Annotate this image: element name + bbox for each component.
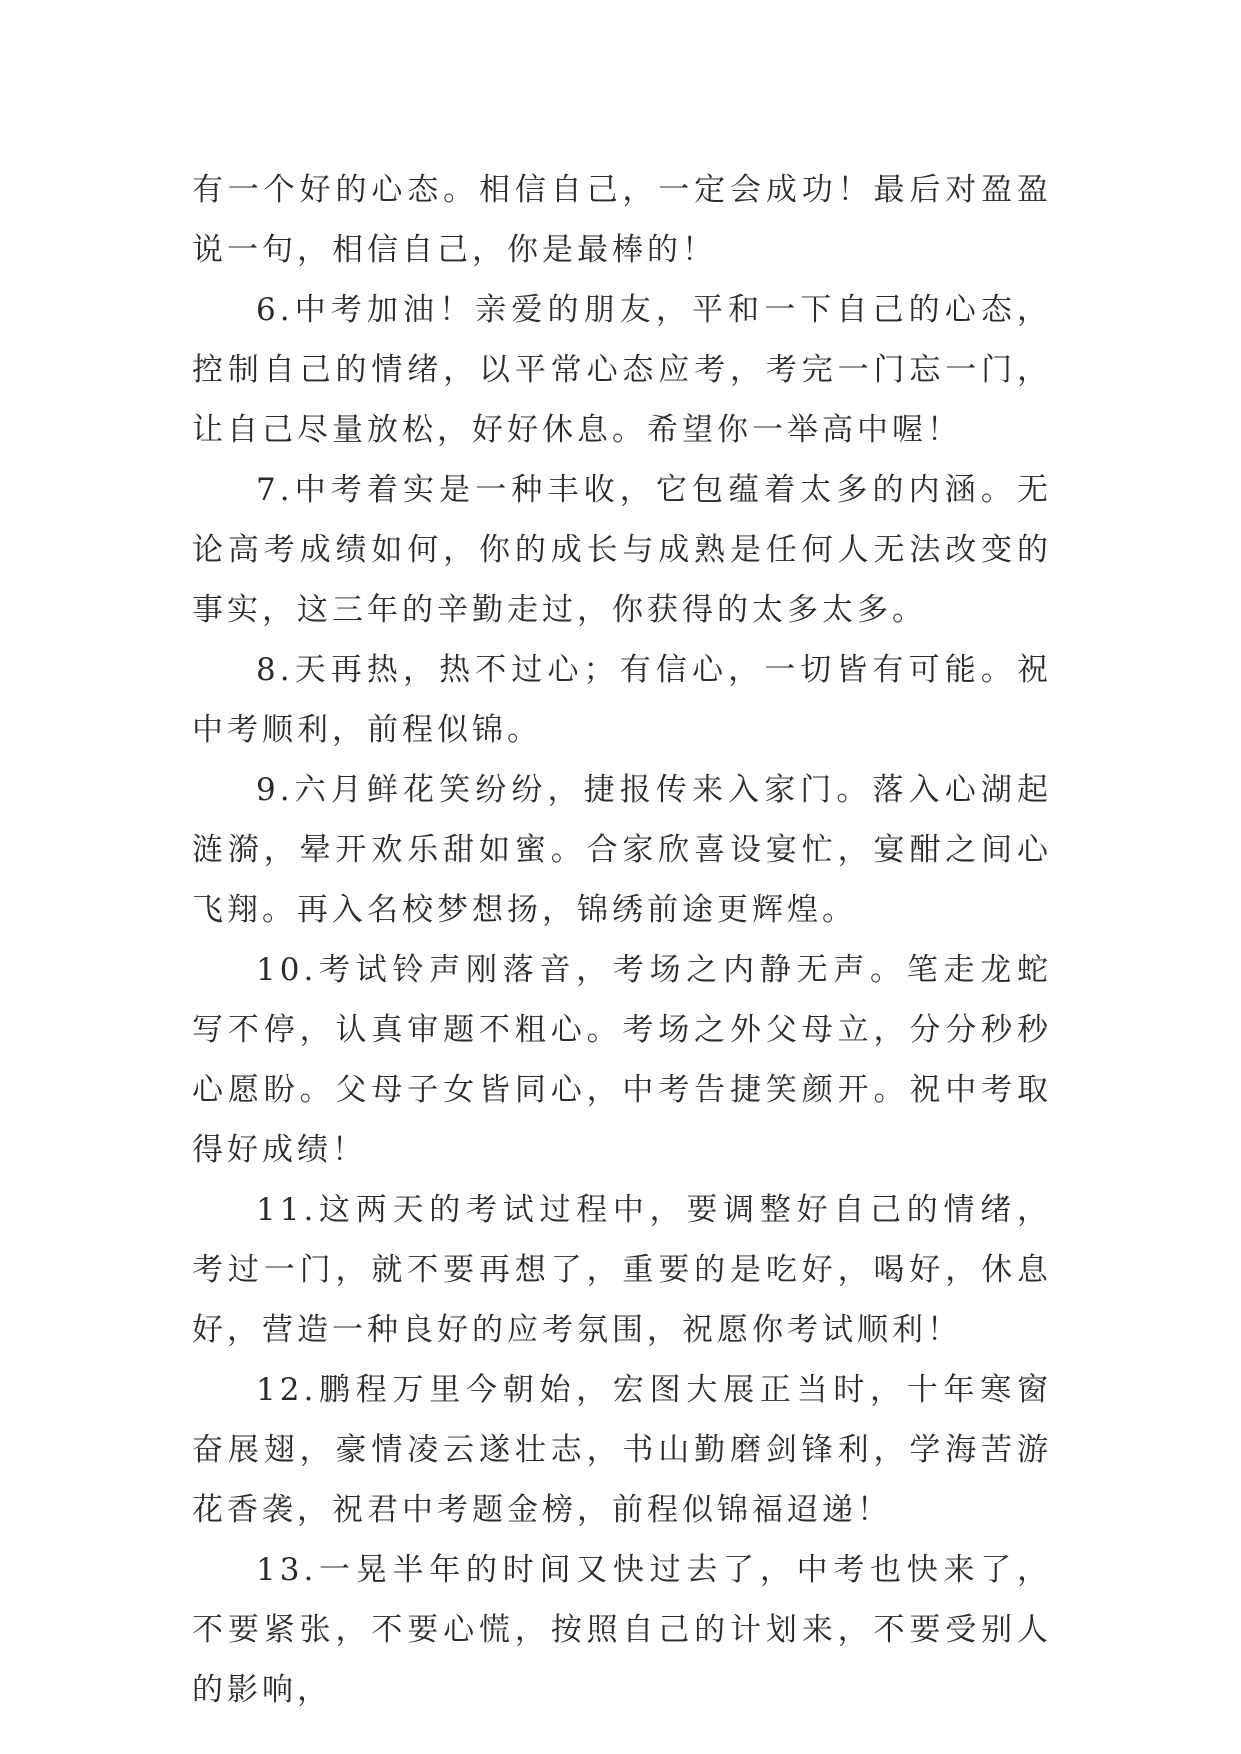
paragraph-item-8: 8.天再热，热不过心；有信心，一切皆有可能。祝中考顺利，前程似锦。 xyxy=(192,652,1052,748)
paragraph-item-6: 6.中考加油！亲爱的朋友，平和一下自己的心态，控制自己的情绪，以平常心态应考，考完一门忘一门，让自己尽量放松，好好休息。希望你一举高中喔！ xyxy=(192,292,1052,448)
paragraph-item-9: 9.六月鲜花笑纷纷，捷报传来入家门。落入心湖起涟漪，晕开欢乐甜如蜜。合家欣喜设宴忙，宴酣之间心飞翔。再入名校梦想扬，锦绣前途更辉煌。 xyxy=(192,772,1052,928)
document-body xyxy=(192,160,1052,1720)
paragraph-item-13: 13.一晃半年的时间又快过去了，中考也快来了，不要紧张，不要心慌，按照自己的计划来，不要受别人的影响， xyxy=(192,1552,1052,1708)
paragraph-item-10: 10.考试铃声刚落音，考场之内静无声。笔走龙蛇写不停，认真审题不粗心。考场之外父母立，分分秒秒心愿盼。父母子女皆同心，中考告捷笑颜开。祝中考取得好成绩！ xyxy=(192,952,1052,1168)
paragraph-continuation: 有一个好的心态。相信自己，一定会成功！最后对盈盈说一句，相信自己，你是最棒的！ xyxy=(192,172,1052,268)
paragraph-item-7: 7.中考着实是一种丰收，它包蕴着太多的内涵。无论高考成绩如何，你的成长与成熟是任何人无法改变的事实，这三年的辛勤走过，你获得的太多太多。 xyxy=(192,472,1052,628)
paragraph-item-11: 11.这两天的考试过程中，要调整好自己的情绪，考过一门，就不要再想了，重要的是吃好，喝好，休息好，营造一种良好的应考氛围，祝愿你考试顺利！ xyxy=(192,1192,1052,1348)
paragraph-item-12: 12.鹏程万里今朝始，宏图大展正当时，十年寒窗奋展翅，豪情凌云遂壮志，书山勤磨剑锋利，学海苦游花香袭，祝君中考题金榜，前程似锦福迢递！ xyxy=(192,1372,1052,1528)
